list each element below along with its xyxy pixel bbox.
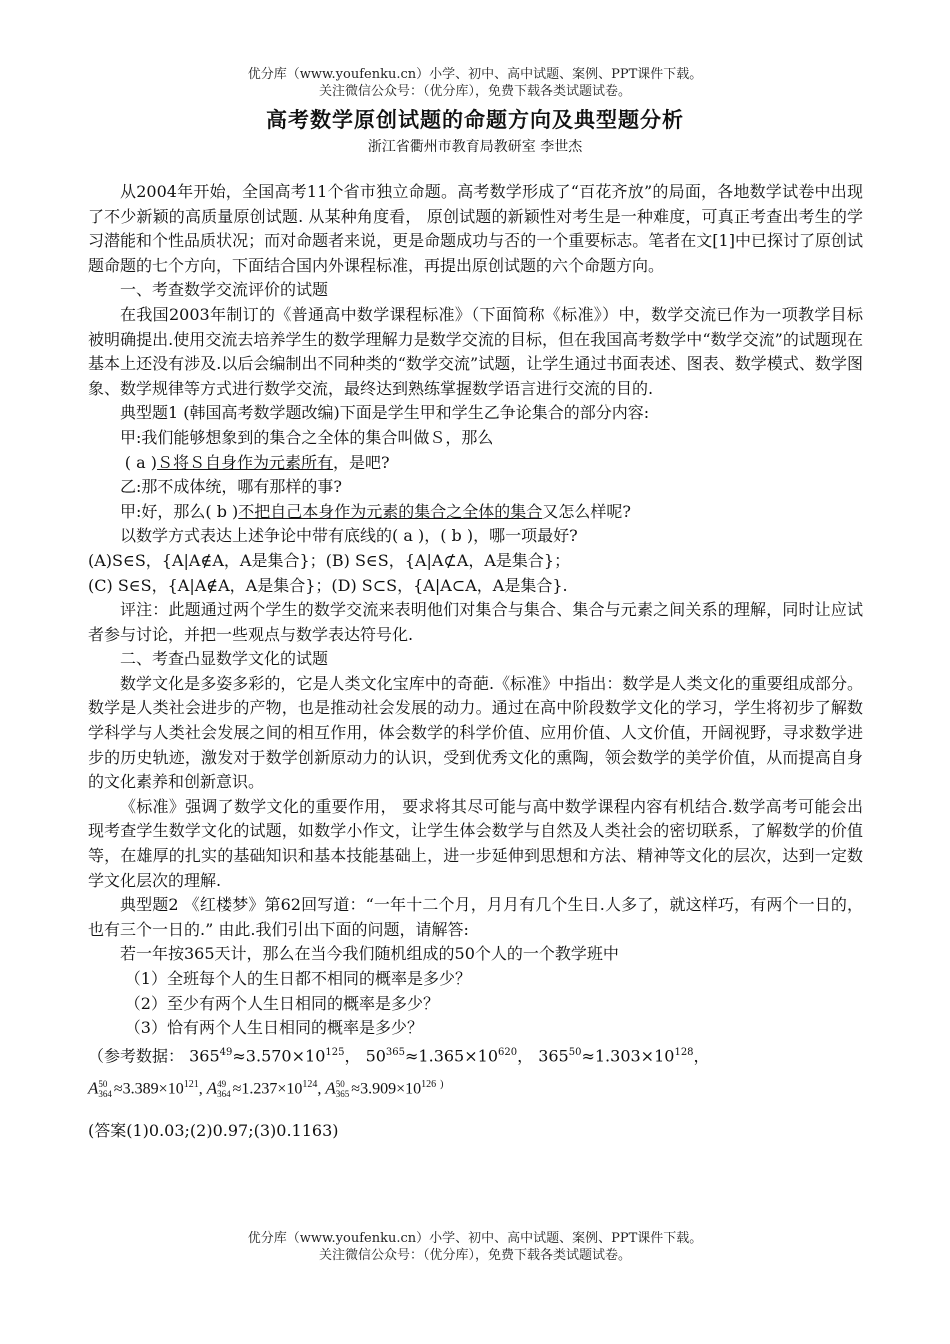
question-2: （2）至少有两个人生日相同的概率是多少？: [124, 993, 439, 1013]
header-line-2: 关注微信公众号：（优分库），免费下载各类试题试卷。: [318, 84, 631, 99]
document-title: 高考数学原创试题的命题方向及典型题分析: [266, 108, 684, 132]
dialogue-yi: 乙:那不成体统，哪有那样的事?: [120, 477, 342, 497]
page-header: [0, 66, 950, 100]
author-line: 浙江省衢州市教育局教研室 李世杰: [367, 139, 583, 155]
section-2-paragraph-1: 数学文化是多姿多彩的，它是人类文化宝库中的奇葩.《标准》中指出：数学是人类文化的重要组成部分。数学是人类社会进步的产物，也是推动社会发展的动力。通过在高中阶段数学文化的学习，学生将初步了解数学科学与人类社会发展之间的相互作用，体会数学的科学价值、应用价值、人文价值，开阔视野，寻求数学进步的历史轨迹，激发对于数学创新原动力的认识，受到优秀文化的熏陶，领会数学的美学价值，从而提高自身的文化素养和创新意识。: [88, 673, 863, 792]
section-1-paragraph: 在我国2003年制订的《普通高中数学课程标准》（下面简称《标准》）中，数学交流已作为一项教学目标被明确提出.使用交流去培养学生的数学理解力是数学交流的目标，但在我国高考数学中“数学交流”的试题现在基本上还没有涉及.以后会编制出不同种类的“数学交流”试题，让学生通过书面表述、图表、数学模式、数学图象、数学规律等方式进行数学交流，最终达到熟练掌握数学语言进行交流的目的.: [88, 304, 863, 398]
question-3: （3）恰有两个人生日相同的概率是多少？: [124, 1018, 423, 1038]
reference-data-line: （参考数据： $365^{49}\approx 3.570\times 10^{125}$， $50^{365}\approx 1.365\times 10^{620}$， $365^{50}\approx 1.303\times 10^{128}$，: [88, 1046, 710, 1066]
underlined-a: Ｓ将Ｓ自身作为元素所有: [157, 452, 334, 472]
question-1: （1）全班每个人的生日都不相同的概率是多少？: [124, 969, 471, 988]
section-1-heading: 一、考查数学交流评价的试题: [120, 280, 329, 300]
footer-line-2: 关注微信公众号：（优分库），免费下载各类试题试卷。: [318, 1248, 631, 1263]
header-line-1: 优分库（www.youfenku.cn）小学、初中、高中试题、案例、PPT课件下载。: [247, 67, 703, 82]
options-c-d: (C) S∈S，{A|A∉A，A是集合}；(D) S⊂S，{A|A⊂A，A是集合}.: [88, 575, 568, 595]
document-body: [88, 180, 863, 1143]
dialogue-part-a: ( a )Ｓ将Ｓ自身作为元素所有，是吧?: [124, 452, 390, 472]
example-1-question: 以数学方式表达上述争论中带有底线的( a )，( b )，哪一项最好?: [120, 526, 578, 546]
dialogue-jia-2: 甲:好，那么( b )不把自己本身作为元素的集合之全体的集合又怎么样呢?: [120, 501, 631, 521]
example-2-setup: 若一年按365天计，那么在当今我们随机组成的50个人的一个教学班中: [120, 944, 619, 964]
permutation-formula-line: A50 $364 \approx 3.389\times 10^{121}$, A49 $364 \approx 1.237\times 10^{124}$, A50 $365 \approx 3.909\times 10^{126}$ ): [88, 1078, 444, 1100]
footer-line-1: 优分库（www.youfenku.cn）小学、初中、高中试题、案例、PPT课件下载。: [247, 1231, 703, 1246]
example-1-intro: 典型题1 (韩国高考数学题改编)下面是学生甲和学生乙争论集合的部分内容:: [120, 403, 650, 423]
intro-paragraph: 从2004年开始，全国高考11个省市独立命题。高考数学形成了“百花齐放”的局面，各地数学试卷中出现了不少新颖的高质量原创试题. 从某种角度看， 原创试题的新颖性对考生是一种难度，可真正考查出考生的学习潜能和个性品质状况；而对命题者来说，更是命题成功与否的一个重要标志。笔者在文[1]中已探讨了原创试题命题的七个方向，下面结合国内外课程标准，再提出原创试题的六个命题方向。: [88, 182, 863, 275]
section-2-heading: 二、考查凸显数学文化的试题: [120, 649, 329, 669]
example-2-intro: 典型题2 《红楼梦》第62回写道：“一年十二个月，月月有几个生日.人多了，就这样巧，有两个一日的，也有三个一日的.” 由此.我们引出下面的问题，请解答:: [88, 895, 863, 939]
section-2-paragraph-2: 《标准》强调了数学文化的重要作用， 要求将其尽可能与高中数学课程内容有机结合.数学高考可能会出现考查学生数学文化的试题，如数学小作文，让学生体会数学与自然及人类社会的密切联系，了解数学的价值等，在雄厚的扎实的基础知识和基本技能基础上，进一步延伸到思想和方法、精神等文化的层次，达到一定数学文化层次的理解.: [88, 796, 863, 890]
options-a-b: (A)S∈S，{A|A∉A，A是集合}；(B) S∈S，{A|A⊄A，A是集合}；: [88, 550, 571, 570]
answer-line: (答案(1)0.03;(2)0.97;(3)0.1163): [88, 1120, 339, 1140]
example-1-comment: 评注：此题通过两个学生的数学交流来表明他们对集合与集合、集合与元素之间关系的理解，同时让应试者参与讨论，并把一些观点与数学表达符号化.: [88, 600, 863, 644]
dialogue-jia-1: 甲:我们能够想象到的集合之全体的集合叫做Ｓ，那么: [120, 427, 494, 447]
page-footer: [0, 1230, 950, 1264]
underlined-b: 不把自己本身作为元素的集合之全体的集合: [238, 501, 543, 521]
